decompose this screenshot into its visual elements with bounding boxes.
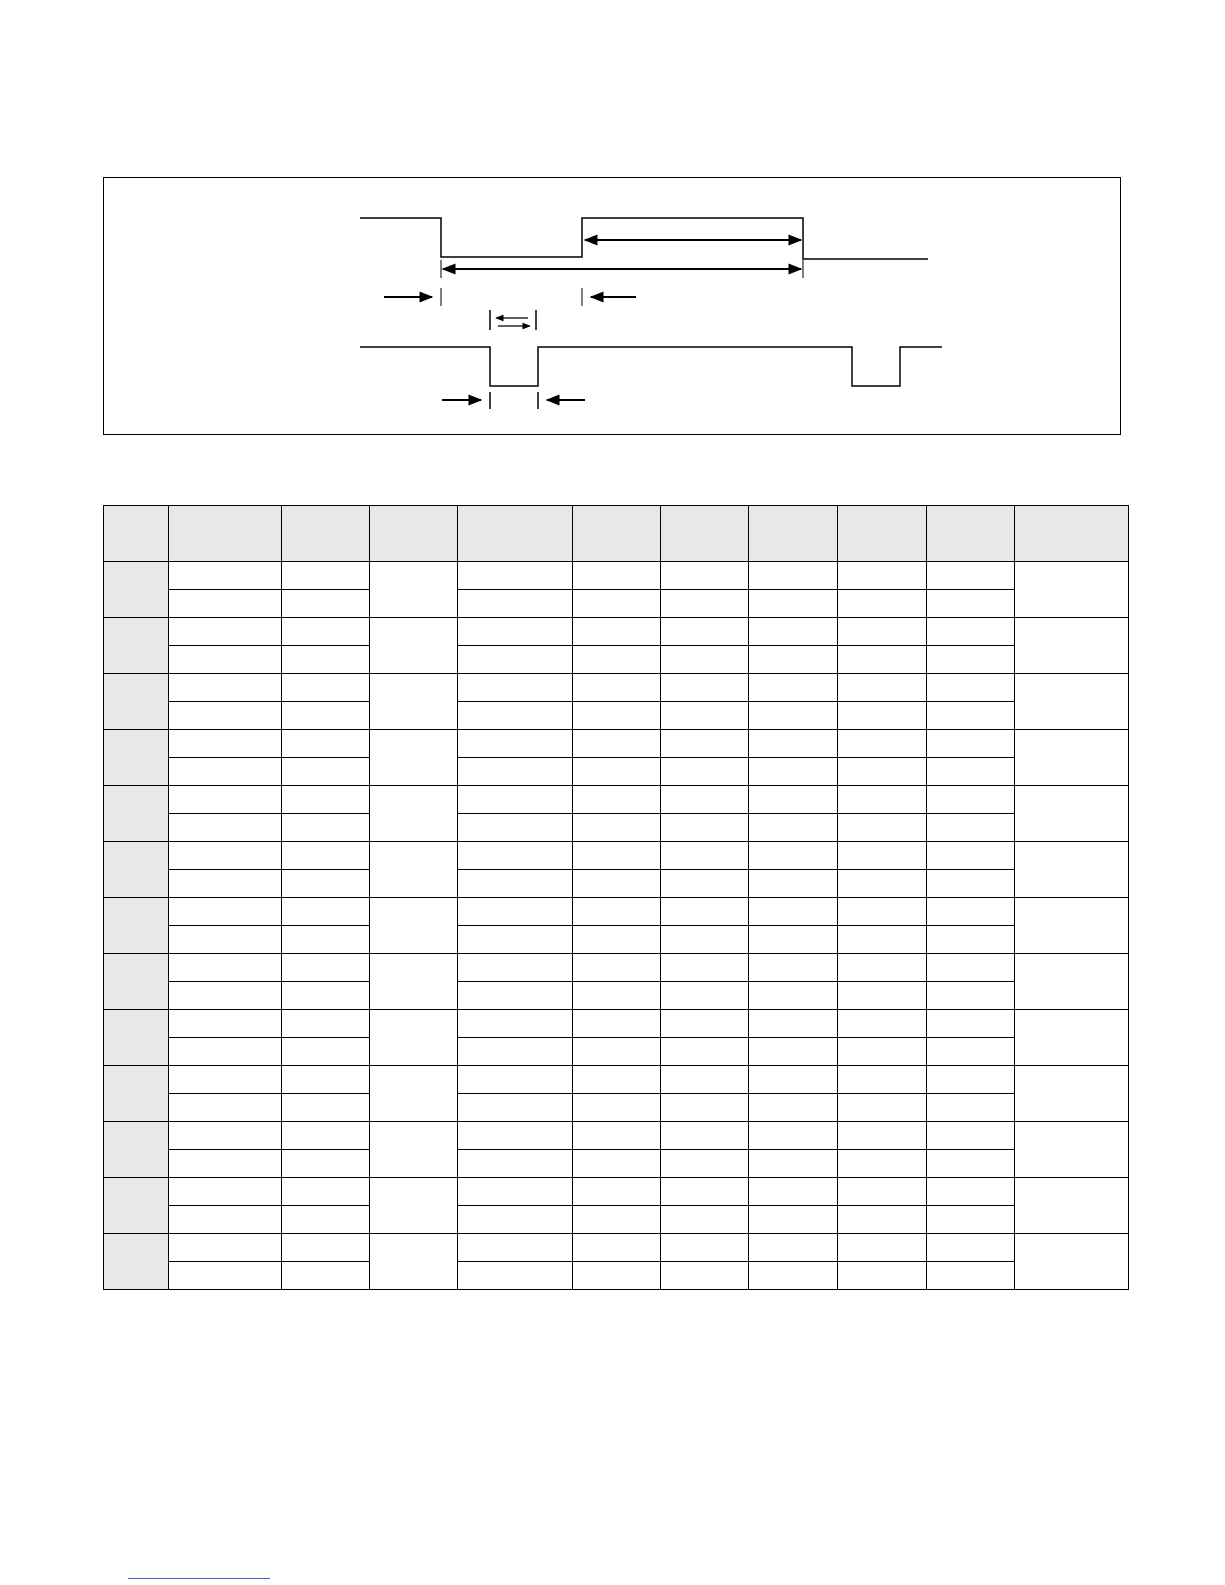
table-cell [927, 1094, 1015, 1122]
table-cell [661, 730, 749, 758]
table-cell [573, 646, 661, 674]
mode-cell [104, 842, 169, 898]
table-cell [838, 898, 927, 926]
table-cell [573, 1010, 661, 1038]
table-row [104, 1066, 1129, 1094]
table-cell [282, 870, 370, 898]
table-cell [282, 1234, 370, 1262]
table-cell [169, 590, 282, 618]
table-cell [661, 1094, 749, 1122]
table-cell [169, 1094, 282, 1122]
table-cell [282, 1094, 370, 1122]
table-cell [169, 562, 282, 590]
shared-cell [370, 1178, 458, 1234]
table-cell [838, 1262, 927, 1290]
table-cell [282, 1150, 370, 1178]
footer-link-underline[interactable] [128, 1578, 270, 1579]
table-cell [282, 898, 370, 926]
table-cell [458, 730, 573, 758]
table-cell [573, 870, 661, 898]
shared-cell [370, 730, 458, 786]
shared-cell [1015, 1234, 1129, 1290]
table-cell [573, 1262, 661, 1290]
shared-cell [1015, 1122, 1129, 1178]
table-cell [661, 562, 749, 590]
shared-cell [370, 562, 458, 618]
shared-cell [1015, 618, 1129, 674]
table-row [104, 786, 1129, 814]
mode-cell [104, 730, 169, 786]
table-cell [573, 618, 661, 646]
table-cell [838, 1234, 927, 1262]
table-cell [282, 926, 370, 954]
vertical-sync-waveform [360, 347, 942, 386]
table-cell [749, 1262, 838, 1290]
table-cell [573, 814, 661, 842]
table-cell [749, 1094, 838, 1122]
table-cell [661, 814, 749, 842]
table-cell [169, 870, 282, 898]
timing-table [103, 505, 1129, 1290]
table-cell [458, 646, 573, 674]
table-cell [573, 842, 661, 870]
table-cell [661, 618, 749, 646]
table-cell [573, 702, 661, 730]
column-header [104, 506, 169, 562]
table-cell [838, 786, 927, 814]
table-row [104, 842, 1129, 870]
table-cell [749, 1206, 838, 1234]
mode-cell [104, 1122, 169, 1178]
shared-cell [370, 1234, 458, 1290]
table-cell [169, 758, 282, 786]
table-cell [838, 562, 927, 590]
table-cell [282, 618, 370, 646]
table-cell [749, 898, 838, 926]
table-cell [661, 1066, 749, 1094]
table-cell [661, 1234, 749, 1262]
table-cell [838, 1010, 927, 1038]
table-cell [749, 1010, 838, 1038]
table-cell [927, 1038, 1015, 1066]
shared-cell [370, 786, 458, 842]
mode-cell [104, 1010, 169, 1066]
shared-cell [1015, 730, 1129, 786]
table-cell [749, 1066, 838, 1094]
table-row [104, 730, 1129, 758]
table-cell [838, 926, 927, 954]
table-row [104, 1150, 1129, 1178]
shared-cell [1015, 1178, 1129, 1234]
shared-cell [1015, 674, 1129, 730]
table-cell [661, 674, 749, 702]
table-cell [838, 646, 927, 674]
table-cell [661, 982, 749, 1010]
table-cell [573, 1234, 661, 1262]
table-cell [282, 590, 370, 618]
table-cell [282, 1206, 370, 1234]
table-cell [169, 926, 282, 954]
table-cell [661, 954, 749, 982]
table-cell [458, 982, 573, 1010]
table-cell [282, 982, 370, 1010]
table-row [104, 1234, 1129, 1262]
column-header [458, 506, 573, 562]
table-cell [458, 1094, 573, 1122]
table-cell [169, 982, 282, 1010]
table-cell [573, 1094, 661, 1122]
column-header [573, 506, 661, 562]
table-cell [282, 814, 370, 842]
table-cell [838, 1150, 927, 1178]
mode-cell [104, 786, 169, 842]
shared-cell [370, 1122, 458, 1178]
table-row [104, 1206, 1129, 1234]
table-cell [661, 758, 749, 786]
mode-cell [104, 618, 169, 674]
table-cell [838, 842, 927, 870]
table-cell [661, 1010, 749, 1038]
table-cell [838, 954, 927, 982]
table-cell [927, 674, 1015, 702]
table-cell [749, 1150, 838, 1178]
table-cell [573, 1038, 661, 1066]
shared-cell [1015, 1010, 1129, 1066]
table-row [104, 1178, 1129, 1206]
table-cell [573, 1066, 661, 1094]
table-cell [458, 1066, 573, 1094]
table-cell [282, 954, 370, 982]
table-cell [749, 590, 838, 618]
table-cell [749, 842, 838, 870]
table-cell [749, 1122, 838, 1150]
table-cell [573, 730, 661, 758]
table-cell [661, 646, 749, 674]
shared-cell [1015, 1066, 1129, 1122]
table-cell [749, 982, 838, 1010]
table-cell [458, 1150, 573, 1178]
table-cell [838, 1066, 927, 1094]
table-cell [458, 1010, 573, 1038]
table-cell [661, 786, 749, 814]
table-cell [927, 814, 1015, 842]
mode-cell [104, 1178, 169, 1234]
table-cell [838, 982, 927, 1010]
table-header-row [104, 506, 1129, 562]
table-cell [661, 926, 749, 954]
table-cell [282, 1178, 370, 1206]
table-cell [573, 1150, 661, 1178]
table-cell [169, 954, 282, 982]
table-cell [749, 646, 838, 674]
table-cell [573, 562, 661, 590]
table-cell [282, 1010, 370, 1038]
table-row [104, 1010, 1129, 1038]
shared-cell [1015, 954, 1129, 1010]
table-cell [927, 926, 1015, 954]
table-cell [927, 646, 1015, 674]
table-cell [661, 842, 749, 870]
table-cell [458, 898, 573, 926]
table-cell [282, 1262, 370, 1290]
table-row [104, 1122, 1129, 1150]
table-cell [838, 1206, 927, 1234]
column-header [927, 506, 1015, 562]
table-cell [661, 870, 749, 898]
table-cell [573, 982, 661, 1010]
table-row [104, 954, 1129, 982]
table-cell [458, 562, 573, 590]
table-cell [458, 758, 573, 786]
table-cell [573, 898, 661, 926]
table-cell [749, 926, 838, 954]
table-cell [927, 1206, 1015, 1234]
table-row [104, 982, 1129, 1010]
table-cell [282, 702, 370, 730]
table-row [104, 1262, 1129, 1290]
table-cell [749, 1038, 838, 1066]
table-cell [927, 1010, 1015, 1038]
shared-cell [1015, 562, 1129, 618]
table-cell [169, 674, 282, 702]
table-cell [169, 1206, 282, 1234]
table-cell [749, 758, 838, 786]
table-cell [838, 702, 927, 730]
table-cell [169, 618, 282, 646]
table-row [104, 702, 1129, 730]
table-row [104, 1038, 1129, 1066]
table-cell [169, 1178, 282, 1206]
table-row [104, 674, 1129, 702]
table-cell [573, 674, 661, 702]
table-cell [458, 786, 573, 814]
table-cell [661, 590, 749, 618]
table-cell [838, 1094, 927, 1122]
table-cell [458, 870, 573, 898]
shared-cell [1015, 842, 1129, 898]
table-cell [661, 1262, 749, 1290]
table-cell [838, 1178, 927, 1206]
table-row [104, 870, 1129, 898]
table-cell [838, 1038, 927, 1066]
mode-cell [104, 674, 169, 730]
table-cell [282, 674, 370, 702]
table-cell [927, 786, 1015, 814]
table-cell [169, 898, 282, 926]
table-cell [169, 702, 282, 730]
table-cell [458, 814, 573, 842]
table-cell [838, 1122, 927, 1150]
table-cell [169, 1150, 282, 1178]
table-cell [749, 1178, 838, 1206]
table-cell [927, 954, 1015, 982]
table-cell [169, 730, 282, 758]
shared-cell [370, 842, 458, 898]
column-header [661, 506, 749, 562]
table-cell [573, 1206, 661, 1234]
table-cell [927, 1262, 1015, 1290]
table-row [104, 1094, 1129, 1122]
shared-cell [370, 1066, 458, 1122]
table-cell [749, 562, 838, 590]
table-cell [927, 1066, 1015, 1094]
table-cell [282, 758, 370, 786]
table-cell [458, 674, 573, 702]
table-cell [282, 1122, 370, 1150]
table-cell [838, 618, 927, 646]
table-cell [282, 646, 370, 674]
table-cell [573, 758, 661, 786]
table-cell [927, 898, 1015, 926]
table-cell [927, 1234, 1015, 1262]
table-cell [927, 758, 1015, 786]
column-header [838, 506, 927, 562]
shared-cell [1015, 786, 1129, 842]
table-cell [838, 814, 927, 842]
table-cell [169, 1066, 282, 1094]
table-cell [661, 1150, 749, 1178]
table-cell [458, 1262, 573, 1290]
table-cell [838, 730, 927, 758]
table-cell [661, 1178, 749, 1206]
table-cell [169, 646, 282, 674]
table-cell [169, 1234, 282, 1262]
table-cell [573, 786, 661, 814]
table-cell [282, 1066, 370, 1094]
table-cell [838, 758, 927, 786]
table-cell [927, 982, 1015, 1010]
mode-cell [104, 954, 169, 1010]
table-cell [749, 730, 838, 758]
table-cell [749, 954, 838, 982]
table-cell [458, 1206, 573, 1234]
table-cell [927, 1178, 1015, 1206]
table-cell [169, 1010, 282, 1038]
table-cell [749, 814, 838, 842]
table-cell [458, 702, 573, 730]
column-header [1015, 506, 1129, 562]
table-cell [749, 702, 838, 730]
mode-cell [104, 1066, 169, 1122]
table-cell [573, 1178, 661, 1206]
table-row [104, 590, 1129, 618]
timing-diagram [103, 177, 1121, 435]
table-cell [749, 674, 838, 702]
table-cell [927, 1150, 1015, 1178]
shared-cell [370, 954, 458, 1010]
column-header [282, 506, 370, 562]
table-cell [927, 870, 1015, 898]
table-cell [282, 842, 370, 870]
timing-diagram-svg [104, 178, 1122, 436]
table-cell [573, 590, 661, 618]
table-cell [458, 842, 573, 870]
table-cell [458, 590, 573, 618]
mode-cell [104, 562, 169, 618]
table-cell [927, 702, 1015, 730]
table-cell [282, 730, 370, 758]
table-cell [458, 1038, 573, 1066]
table-cell [927, 562, 1015, 590]
table-row [104, 898, 1129, 926]
table-cell [749, 786, 838, 814]
table-cell [282, 562, 370, 590]
table-cell [838, 674, 927, 702]
table-cell [927, 842, 1015, 870]
table-cell [458, 1122, 573, 1150]
table-cell [169, 1262, 282, 1290]
table-cell [169, 814, 282, 842]
table-cell [169, 1038, 282, 1066]
table-cell [573, 926, 661, 954]
table-cell [661, 1038, 749, 1066]
table-cell [661, 1122, 749, 1150]
shared-cell [1015, 898, 1129, 954]
table-cell [661, 898, 749, 926]
column-header [169, 506, 282, 562]
table-cell [458, 954, 573, 982]
table-cell [749, 870, 838, 898]
column-header [749, 506, 838, 562]
table-cell [573, 954, 661, 982]
table-row [104, 758, 1129, 786]
table-row [104, 646, 1129, 674]
shared-cell [370, 1010, 458, 1066]
table-cell [458, 618, 573, 646]
table-cell [749, 618, 838, 646]
table-cell [927, 618, 1015, 646]
table-cell [458, 926, 573, 954]
table-cell [661, 1206, 749, 1234]
table-cell [282, 1038, 370, 1066]
table-row [104, 926, 1129, 954]
table-cell [927, 590, 1015, 618]
table-row [104, 814, 1129, 842]
column-header [370, 506, 458, 562]
table-cell [838, 870, 927, 898]
table-row [104, 618, 1129, 646]
shared-cell [370, 674, 458, 730]
table-cell [458, 1234, 573, 1262]
table-cell [573, 1122, 661, 1150]
mode-cell [104, 898, 169, 954]
mode-cell [104, 1234, 169, 1290]
table-cell [749, 1234, 838, 1262]
table-cell [927, 1122, 1015, 1150]
shared-cell [370, 618, 458, 674]
table-cell [169, 786, 282, 814]
table-cell [169, 842, 282, 870]
shared-cell [370, 898, 458, 954]
table-cell [927, 730, 1015, 758]
table-row [104, 562, 1129, 590]
table-cell [838, 590, 927, 618]
table-cell [458, 1178, 573, 1206]
horizontal-sync-waveform [360, 218, 928, 259]
table-cell [282, 786, 370, 814]
table-cell [661, 702, 749, 730]
table-cell [169, 1122, 282, 1150]
